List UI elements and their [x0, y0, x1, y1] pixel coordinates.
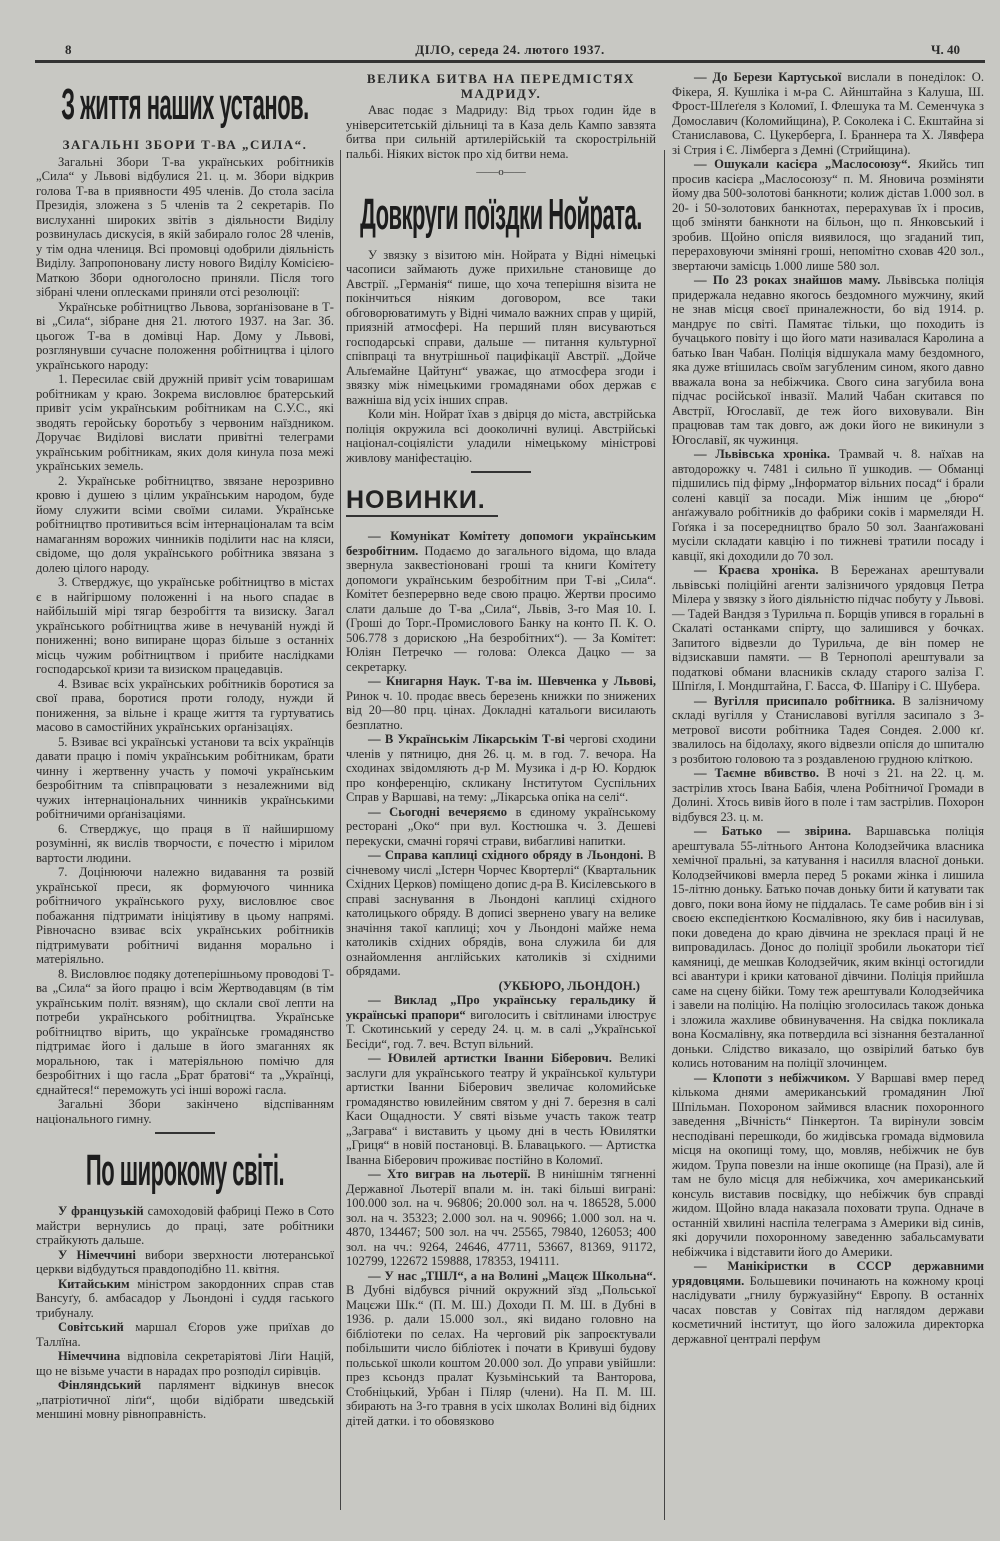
column-1: [36, 70, 334, 1422]
paragraph: 8. Висловлює подяку дотеперішньому проводові Т-ва „Сила“ за його працю і всім Жертводавцям (в тім українським політ. вязням), що склали свої лепти на потреби українського робітництва. Українське робітництво вірить, що українське громадянство підтримає його і дальше в його змаганнях як моральною, так і матеріяльною помічю для безробітних і що гасла „Брат братові“ та „Українці, єднайтеся!“ переможуть усі інші ворожі гасла.: [36, 966, 334, 1097]
paragraph: Українське робітництво Львова, зорґанізоване в Т-ві „Сила“, зібране дня 21. лютого 1937. на Заг. Зб. цьогож Т-ва в домівці Нар. Дому у Львові, розглянувши сучасне положення робітництва і цілого українського народу:: [36, 299, 334, 372]
news-item: [346, 848, 656, 979]
news-item-text: Великі заслуги для українського театру й української культури артистки Іванни Біберович звеличає коломийське громадянство ювилейним святом у дні 7. березня в салі Каси Ощадности. У святі візьме участь також театр „Заграва“ і виставить у цьому дні в честь Ювилятки „Гриця“ в новій постановці. В. Блавацького. — Артистка Іванна Біберович проживає постійно в Коломиї.: [346, 1051, 656, 1167]
paragraph: 1. Пересилає свій дружній привіт усім товаришам робітникам у краю. Зокрема висловлює братерський привіт усім українським робітникам на С.У.С., які зводять геройську боротьбу з червоним наїздником. Доручає Виділові вислати привітні телеграми українським робітникам, яких доля кинула поза межі українських земель.: [36, 372, 334, 473]
news-item: [346, 1167, 656, 1269]
news-item-text: В січневому числі „Істерн Чорчес Квортерлі“ (Квартальник Східних Церков) поміщено допис д-ра В. Кисілевського в справі заснування в Льондоні каплиці східного католицького обряду. В дописі звернено увагу на велике значіння такої каплиці; хоч у Льондоні майже нема католиків східних обрядів, вона служила би для ознайомлення англійських католиків зі східними обрядами.: [346, 848, 656, 978]
article-source: (УКБЮРО, ЛЬОНДОН.): [498, 978, 640, 993]
news-item-text: виголосить і світлинами ілюструє Т. Скотинський у середу 24. ц. м. в салі „Української Бесіди“, год. 7. веч. Вступ вільний.: [346, 1007, 656, 1051]
news-item-text: Варшавська поліція арештувала 55-літнього Антона Колодзейчика власника хемічної пральні, за катування і насилля власної доньки. Колодзейчикові вмерла перед 5 роками жінка і лишила 15-літню доньку. Батько почав доньку бити й катувати так довго, поки вона йому не піддалась. Те саме робив він і зі своєю експедієнткою Космалівною, яку бив і насилував, поки доведена до краю дівчина не зреклася праці й не випровадилась. Донос до поліції зробили льокатори тієї камяниці, де мешкав Колодзейчик, яким вкінці остогидли всі авантури і крики катованої дівчини. Поліція прийшла саме на сцену бійки. Тому теж арештували Колодзейчика і завели на поліцію. На поліцію зголосилась також донька і зложила жахливе обвинувачення. На свідка покликала вона Космалівну, яка потвердила всі зізнання безталанної доньки. Слідство виказало, що озвірілий батько був колись нотованим на поліції злочинцем.: [672, 824, 984, 1070]
section-headline-wrap: [36, 78, 334, 132]
news-item-text: Якийсь тип просив касієра „Маслосоюзу“ п. М. Яновича розміняти йому два 500-золотові банкноти; колиж дістав 1.000 зол. в 20- і 50-золотових банкнотах, перерахував їх і просив, щоб зміняти банкноти на більон, що п. Янковський і зробив. Щойно опісля виявилося, що згаданий тип, перераховуючи зміняні гроші, непомітно сховав 420 зол., звертаючи замісць 1.000 лише 580 зол.: [672, 157, 984, 273]
news-item-text: парлямент відкинув внесок „патріотичної ліґи“, щоби відібрати шведській меншині мовну рівноправність.: [36, 1378, 334, 1421]
paragraph: 6. Стверджує, що праця в її найширшому розумінні, як вислів творчости, є почестю і мірилом вартости людини.: [36, 821, 334, 865]
news-item-text: вислали в понеділок: О. Фікера, Я. Кушліка і м-ра С. Айнштайна з Калуша, Ш. Фрост-Шлеґеля з Коломиї, І. Флешука та М. Семенчука з Домославич (Коломийщина), Р. Соколека і С. Екштайна зі Станиславова, С. Цукерберга, І. Браннера та Х. Лявфера зі Стрия і Є. Лімберга з Демні (Стрийщина).: [672, 70, 984, 157]
paragraph: 4. Взиває всіх українських робітників боротися за свої права, боротися проти голоду, нужди й пониження, за вільне і краще життя та гуртуватись масово в самостійних українських орґанізаціях.: [36, 676, 334, 734]
column-2: [346, 70, 656, 1428]
news-item-lead: — Ювилей артистки Іванни Біберович.: [368, 1051, 612, 1065]
divider-rule: [155, 1132, 215, 1134]
news-item-text: В ночі з 21. на 22. ц. м. застрілив хтось Івана Бабія, члена Робітничої Громади в Долині. Хтось вивів його в поле і там застрілив. Похорон відбувся 23. ц. м.: [672, 766, 984, 824]
news-item: [672, 694, 984, 767]
news-item-lead: — По 23 роках знайшов маму.: [694, 273, 881, 287]
news-item: [672, 447, 984, 563]
news-item-text: відповіла секретаріятові Ліґи Націй, що не візьме участи в нарадах про розподіл сирівців.: [36, 1349, 334, 1378]
news-item-text: Ринок ч. 10. продає ввесь березень книжки по знижених від 20—80 прц. цінах. Докладні катальоги висилають безплатно.: [346, 688, 656, 732]
section-headline: Довкруги поїздки Нойрата.: [360, 189, 642, 239]
news-item-lead: — В Українськім Лікарськім Т-ві: [368, 732, 565, 746]
paragraph: Загальні Збори Т-ва українських робітників „Сила“ у Львові відбулися 21. ц. м. Збори відкрив голова Т-ва в приявности 495 членів. До стола засіла Президія, зложена з 5 членів та 2 секретарів. По вислуханні широких звітів з діяльности Виділу розвинулась дискусія, в якій забирало голос 28 членів, у тім одна члениця. Всі промовці одобрили діяльність Виділу. Запропоновану листу нового Виділу Комісією-Маткою Збори одноголосно приняли. Після того зібрані члени оплесками приняли отсі резолюції:: [36, 154, 334, 299]
paragraph: Авас подає з Мадриду: Від трьох годин йде в університетській дільниці та в Каза дель Кампо завзята битва при сильній артилерійській та скорострільній пальбі. Ніяких вісток про хід битви нема.: [346, 103, 656, 161]
news-item-text: чергові сходини членів у пятницю, дня 26. ц. м. в год. 7. вечора. На сходинах звідомляють д-р М. Музика і д-р Ю. Кордюк про конференцію, скликану Інститутом Суспільних Справ у Варшаві, на тему: „Лікарська опіка на селі“.: [346, 732, 656, 804]
paragraph: 3. Стверджує, що українське робітництво в містах є в найгіршому положенні і на нього спадає в найбільшій мірі тягар безробіття та визиску. Загал українського робітництва живе в нечуваній нужді й пониженні; воно випиране щораз більше з останніх місць чужим робітництвом і прибите наслідками господарської кризи та визиском працедавців.: [36, 575, 334, 676]
newspaper-title-date: ДІЛО, середа 24. лютого 1937.: [415, 42, 605, 57]
section-headline: По широкому світі.: [85, 1146, 285, 1195]
news-item: [346, 1269, 656, 1429]
masthead-rule: [35, 60, 985, 63]
news-item-lead: — Батько — звірина.: [694, 824, 852, 838]
column-3: [672, 70, 984, 1346]
news-item-text: самоходовій фабриці Пежо в Сото майстри вернулись до праці, зате робітники страйкують дальше.: [36, 1204, 334, 1247]
news-item: [346, 732, 656, 805]
news-item: [672, 273, 984, 447]
paragraph: 5. Взиває всі українські установи та всіх українців давати працю і поміч українським робітникам, брати чинну і жертвенну участь у помочі українським безробітним та співпрацювати з незалежними від чужих інтернаціональних чинників українськими робітничими орґанізаціями.: [36, 734, 334, 821]
news-item-lead: — У нас „ТШЛ“, а на Волині „Мацєж Школьна“.: [368, 1268, 656, 1283]
news-item-lead: Фінляндський: [58, 1378, 142, 1392]
news-item: [36, 1277, 334, 1321]
news-item-lead: — Ошукали касієра „Маслосоюзу“.: [694, 157, 911, 171]
news-section-heading: НОВИНКИ.: [346, 485, 498, 517]
news-section-heading-wrap: [346, 485, 656, 519]
news-item: [346, 529, 656, 674]
paragraph: Загальні Збори закінчено відспіванням національного гимну.: [36, 1097, 334, 1126]
news-item: [672, 157, 984, 273]
news-item-lead: — До Берези Картуської: [694, 70, 842, 84]
paragraph: 2. Українське робітництво, звязане нерозривно кровю і душею з цілим українським народом, буде йому служити всіми своїми силами. Українське робітництво противиться всім інтернаціоналам та всім намаганням ворожих чинників поділити нас на кляси, свідоме, що доля українського робітника звязана з долею цілого народу.: [36, 473, 334, 575]
news-item-lead: — Манікіристки в СССР державними урядовцями.: [672, 1259, 984, 1288]
news-item: [36, 1248, 334, 1277]
news-item: [36, 1378, 334, 1422]
news-item: [36, 1349, 334, 1378]
paragraph: У звязку з візитою мін. Нойрата у Відні німецькі часописи займають дуже прихильне становище до Австрії. „Германія“ пише, що хоча теперішня візита не покінчиться ніяким договором, все таки обговорюватимуть у Відні чимало важних справ у щирій, приязній атмосфері. На перший плян висуваються господарські справи, дальше — питання культурної співпраці та внутрішньої пацифікації Австрії. „Дойче Альґемайне Цайтунґ“ уважає, що атмосфера згоди і звязку між німецькими громадянами обох держав є важніша від усіх інших справ.: [346, 247, 656, 407]
news-item-lead: — Виклад „Про українську геральдику й українські прапори“: [346, 993, 656, 1022]
news-item: [346, 993, 656, 1051]
news-item-text: Большевики починають на кожному кроці наслідувати „гнилу буржуазійну“ Европу. В останніх часах повстав у Совітах під наглядом держави косметичний інститут, що його заложила директорка державної централі перфум: [672, 1273, 984, 1346]
news-item-lead: Китайським: [58, 1276, 130, 1291]
news-item-lead: — Краєва хроніка.: [694, 563, 819, 577]
divider-rule: [471, 471, 531, 473]
news-item-text: В Бережанах арештували львівські поліційні агенти залізничого урядовця Петра Мілера у звязку з його діяльністю підчас побуту у Львові. — Тадей Вандзя з Турильча п. Борщів упився в горальні в Скалаті останками спірту, що залишився у бочках. Запитого відвезли до Турильча, де він помер не відзискавши памяти. — В Тернополі арештували за податкові обмани власників складу старого заліза Г. Шпіґля, І. Мондштайна, Г. Басса, Ф. Шапіру і С. Шубера.: [672, 563, 984, 693]
section-headline: З життя наших установ.: [61, 80, 309, 129]
news-item-lead: — Вугілля присипало робітника.: [694, 693, 896, 708]
news-item-lead: Німеччина: [58, 1349, 121, 1363]
news-item-text: В Дубні відбувся річний окружний зїзд „Польської Мацєжи Шк.“ (П. М. Ш.) Доходи П. М. Ш. в Дубні в 1936. р. дали 15.000 зол., які видано головно на бібліотеки по селах. На черговий рік запроєктували побільшити число бібліотек і почати в Кривуші будову польської школи коштом 20.000 зол. До управи увійшли: през ксьондз пралат Кузьмінський та Ванторова, Стобніцький, Урбан і Піляр (члени). На П. М. Ш. збирають на 3-го травня в усіх школах Волині від бідних дітей датки. і то обовязково: [346, 1283, 656, 1428]
news-item-lead: — Книгарня Наук. Т-ва ім. Шевченка у Львові,: [368, 674, 656, 688]
news-item-text: вибори зверхности лютеранської церкви відбудуться правдоподібно 11. квітня.: [36, 1247, 334, 1276]
page-number: 8: [65, 42, 72, 57]
news-item-lead: — Сьогодні вечеряємо: [368, 804, 508, 819]
news-item-lead: — Комунікат Комітету допомоги українським безробітним.: [346, 529, 656, 558]
news-item-text: В залізничому складі вугілля у Станиславові вугілля засипало з 3-метрової висоти робітника Тадея Сондея. 2.000 кґ. звалилось на бідолаху, якого відвезли опісля до шпиталю з розбитою головою та з роздавленою грудною кліткою.: [672, 693, 984, 766]
news-item-lead: У французькій: [58, 1204, 144, 1218]
article-headline: ЗАГАЛЬНІ ЗБОРИ Т-ВА „СИЛА“.: [62, 137, 308, 152]
news-item: [672, 824, 984, 1071]
news-item-lead: — Хто виграв на льотерії.: [368, 1167, 531, 1181]
news-item: [346, 1051, 656, 1167]
news-item: [36, 1320, 334, 1349]
news-item-text: маршал Єґоров уже приїхав до Таллїна.: [36, 1320, 334, 1349]
issue-number: Ч. 40: [930, 42, 960, 57]
news-item-text: Трамвай ч. 8. наїхав на автодорожку ч. 7481 і сильно її ушкодив. — Обманці підшились під фірму „Інформатор вільних посад“ і брали солені кавції за посади. Між іншим це „бюро“ анґажувало робітників до фабрики соків і мармеляди Н. Гоґяка і за посередництво брало 50 зол. Заанґажовані мусіли складати кавцію і по тижневі тратили посаду і кавції, які доходили до 70 зол.: [672, 447, 984, 563]
news-item: [672, 766, 984, 824]
paragraph: 7. Доцінюючи належно видавання та розвій української преси, як формуючого чинника робітничого українського руху, висловлює своє побажання підтримати ініціятиву в цьому напрямі. Рівночасно взиває всіх українських робітників підтримувати робітничі видання морально і матеріяльно.: [36, 865, 334, 966]
masthead: [35, 40, 985, 60]
news-item-text: В нинішнім тягненні Державної Льотерії впали м. ін. такі більші виграні: 100.000 зол. на ч. 96806; 20.000 зол. на ч. 186528, 5.000 зол. на ч. 35323; 2.000 зол. на ч. 90966; 1.000 зол. на ч. 4870, 134467; 500 зол. на чч. 25565, 79840, 126053; 400 зол. на чч.: 9264, 24646, 47711, 53667, 81369, 91172, 102799, 122672 159888, 178353, 194111.: [346, 1167, 656, 1268]
news-item-lead: Совітський: [58, 1320, 124, 1334]
news-item: [672, 563, 984, 694]
separator: ——o——: [476, 166, 526, 178]
news-item-text: Подаємо до загального відома, що влада звернула заквестіоновані гроші та книги Комітету допомоги українським безробітним при Т-ві „Сила“. Комітет безперервно веде свою працю. Жертви просимо слати дальше до Т-ва „Сила“, Львів, 3-го Мая 10. І. (Гроші до Торг.-Промислового Банку на конто П. К. О. 506.778 з дopискою „На безробітних“). — За Комітет: Юліян Петречко — голова: Олекса Дацко — за секретарку.: [346, 543, 656, 674]
news-item: [672, 1071, 984, 1260]
news-item: [672, 1259, 984, 1346]
news-item-lead: — Таємне вбивство.: [694, 766, 819, 780]
news-item: [672, 70, 984, 157]
section-headline-wrap: [36, 1144, 334, 1198]
news-item-lead: — Клопоти з небіжчиком.: [694, 1070, 850, 1085]
column-divider: [664, 150, 665, 1520]
news-item-lead: — Львівська хроніка.: [694, 447, 830, 461]
news-item: [36, 1204, 334, 1248]
news-item: [346, 674, 656, 732]
news-item-text: в єдиному українському ресторані „Око“ при вул. Костюшка ч. 3. Дешеві перекуски, смачні горячі страви, вибагливі напитки.: [346, 804, 656, 848]
column-divider: [340, 150, 341, 1510]
news-item-text: У Варшаві вмер перед кількома днями американський громадянин Люї Шпільман. Похороном займився власник похоронного заведення „Вічність“ Пінкертон. Та вирінули зовсім несподівані перешкоди, бо жидівська громада відмовила місця на окопищі тому, що, мовляв, небіжчик не був жидом. Трупа повезли на інше окопище (на Празі), але й там не було місця для небіжчика, хоч американський консуль виставив посвідку, що небіжчик був справді жидом. Щойно влада наказала поховати трупа. Одначе в останній хвилині наспіла телеграма з Америки від синів, які доручили похоронному заведенню забальсамувати небіжчика і відставити його до Америки.: [672, 1070, 984, 1259]
news-item: [346, 805, 656, 849]
news-item-text: Львівська поліція придержала недавно якогось бездомного мужчину, який не знав місця своєї приналежности, бо від 1914. р. мандрує по світі. Памятає тільки, що походить із бучацького повіту і що його мати називалася Каролина а батько Іван Чабан. Поліція відшукала маму бездомного, яка дуже втішилась своїм загубленим сином, якого давно вважала вона за небіжчика. Свого сина загубила вона підчас російської інвазії. Малий Чабан скитався по Австрії, Югославії, де теж його виховували. Він працював там так довго, аж доки його не викинули з Югославії, як чужинця.: [672, 273, 985, 447]
news-item-text: міністром закордонних справ став Вансуґу, б. амбасадор у Льондоні і суддя гаського трибуналу.: [36, 1276, 334, 1320]
news-item-lead: У Німеччині: [58, 1247, 136, 1262]
paragraph: Коли мін. Нойрат їхав з двірця до міста, австрійська поліція окружила всі дооколичні вулиці. Австрійські націонал-соціялісти уладили німецькому міністрові живлову маніфестацію.: [346, 407, 656, 465]
section-headline-wrap: [346, 188, 656, 242]
article-headline: ВЕЛИКА БИТВА НА ПЕРЕДМІСТЯХ МАДРИДУ.: [366, 71, 636, 101]
news-item-lead: — Справа каплиці східного обряду в Льондоні.: [368, 848, 644, 862]
